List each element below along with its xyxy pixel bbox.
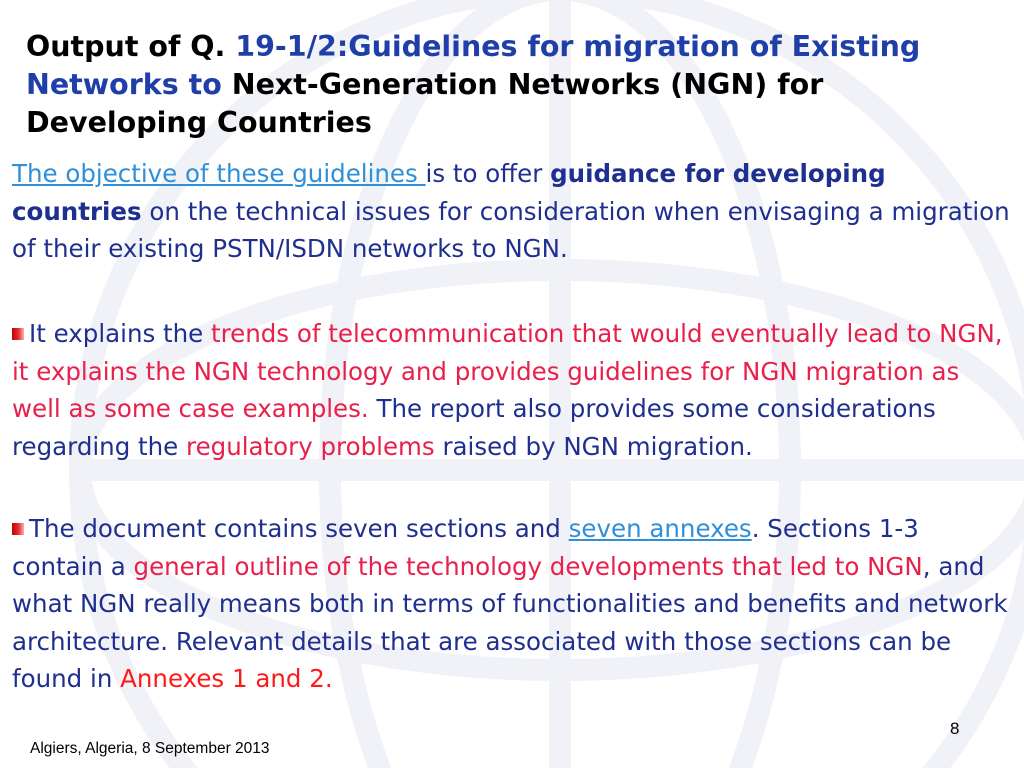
document-red-2: Annexes 1 and 2. bbox=[120, 664, 333, 693]
explains-paragraph bbox=[12, 315, 1012, 465]
explains-red-2: regulatory problems bbox=[186, 431, 435, 461]
title-suffix: Next-Generation Networks (NGN) for Developing Countries bbox=[26, 68, 824, 139]
document-text-1: The document contains seven sections and bbox=[29, 514, 569, 543]
explains-text-3: raised by NGN migration. bbox=[434, 431, 753, 461]
slide-title bbox=[26, 28, 1006, 142]
seven-annexes-link[interactable]: seven annexes bbox=[568, 514, 752, 543]
explains-red-1: trends of telecommunication that would eventually lead to NGN, it explains the NGN technology and provides guidelines for NGN migration as well as some case examples. bbox=[12, 319, 1003, 423]
objective-guidelines-link[interactable]: The objective of these guidelines bbox=[12, 159, 426, 188]
page-number: 8 bbox=[950, 719, 960, 738]
objective-bold-phrase: guidance for developing countries bbox=[12, 159, 886, 226]
document-text-3: , and what NGN really means both in terms of functionalities and benefits and network architecture. Relevant details that are associated with those sections can be found in bbox=[12, 551, 1008, 693]
explains-text-1: It explains the bbox=[29, 319, 212, 348]
title-question-highlight: 19-1/2:Guidelines for migration of Existing Networks to bbox=[26, 30, 921, 101]
objective-paragraph bbox=[12, 155, 1012, 268]
objective-text-1: is to offer bbox=[425, 159, 551, 188]
footer-location-date: Algiers, Algeria, 8 September 2013 bbox=[30, 740, 270, 757]
square-bullet-icon bbox=[12, 328, 24, 340]
objective-text-2: on the technical issues for consideration when envisaging a migration of their existing PSTN/ISDN networks to NGN. bbox=[12, 196, 1010, 263]
explains-text-2: The report also provides some considerations regarding the bbox=[12, 394, 936, 461]
title-prefix: Output of Q. bbox=[26, 30, 236, 63]
document-paragraph bbox=[12, 510, 1012, 698]
square-bullet-icon bbox=[12, 523, 24, 535]
document-text-2: . Sections 1-3 contain a bbox=[12, 514, 919, 581]
document-red-1: general outline of the technology developments that led to NGN bbox=[133, 551, 923, 581]
